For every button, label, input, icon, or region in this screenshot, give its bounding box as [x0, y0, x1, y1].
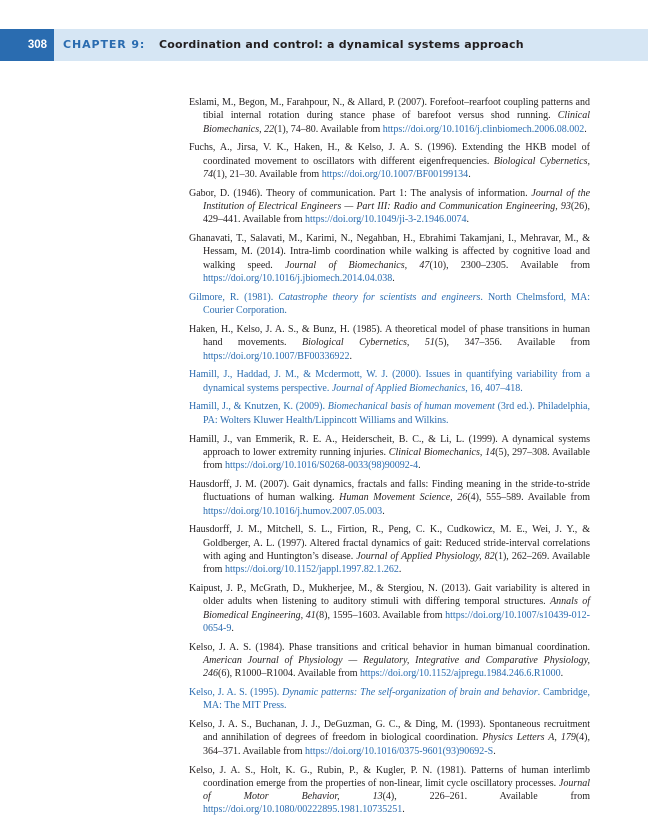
reference-details: (5), 347–356. Available from	[434, 337, 590, 349]
reference-authors: Hamill, J., Haddad, J. M., & Mcdermott, W. J. (2000). Issues in quantifying variability from a dynamical systems perspective.	[189, 369, 590, 394]
doi-link[interactable]: https://doi.org/10.1016/j.jbiomech.2014.04.038	[203, 273, 393, 285]
reference-item	[189, 368, 590, 395]
reference-journal: Clinical Biomechanics, 22	[203, 110, 590, 135]
reference-tail: .	[584, 123, 587, 135]
reference-item	[189, 718, 590, 758]
reference-item	[189, 764, 590, 817]
reference-tail: .	[392, 273, 395, 285]
doi-link[interactable]: https://doi.org/10.1016/S0268-0033(98)90092-4	[224, 460, 419, 472]
doi-link[interactable]: https://doi.org/10.1007/BF00336922	[203, 350, 350, 362]
reference-tail: .	[560, 668, 564, 680]
doi-link[interactable]: https://doi.org/10.1152/ajpregu.1984.246.6.R1000	[360, 668, 561, 680]
reference-journal: Journal of Applied Biomechanics	[331, 382, 466, 394]
reference-tail: .	[418, 460, 421, 472]
reference-journal: American Journal of Physiology — Regulatory, Integrative and Comparative Physiology, 246	[203, 654, 590, 680]
reference-journal: Journal of Biomechanics, 47	[285, 259, 430, 271]
reference-details: (6), R1000–R1004. Available from	[218, 668, 361, 680]
reference-authors: Ghanavati, T., Salavati, M., Karimi, N., Negahban, H., Ebrahimi Takamjani, I., Mehravar, M., & Hessam, M. (2014). Intra-limb coordination while walking is affected by cognitive load and walking speed.	[189, 233, 590, 271]
reference-details: (1), 21–30. Available from	[213, 168, 322, 180]
page-number: 308	[0, 29, 54, 61]
reference-authors: Kaipust, J. P., McGrath, D., Mukherjee, M., & Stergiou, N. (2013). Gait variability is altered in older adults when listening to auditory stimuli with differing temporal structures.	[189, 583, 590, 608]
doi-link[interactable]: https://doi.org/10.1016/j.humov.2007.05.003	[203, 505, 383, 517]
reference-item	[189, 523, 590, 576]
reference-item	[189, 291, 590, 318]
reference-journal: Journal of Applied Physiology, 82	[356, 550, 495, 562]
reference-details: (1), 262–269. Available from	[203, 550, 590, 576]
reference-details: (4), 364–371. Available from	[203, 732, 590, 757]
reference-authors: Gilmore, R. (1981).	[189, 291, 279, 303]
reference-item	[189, 141, 590, 181]
reference-authors: Haken, H., Kelso, J. A. S., & Bunz, H. (1985). A theoretical model of phase transitions in human hand movements.	[189, 323, 590, 349]
reference-details: , 16, 407–418.	[465, 382, 523, 394]
doi-link[interactable]: https://doi.org/10.1049/ji-3-2.1946.0074	[305, 214, 467, 226]
reference-journal: Clinical Biomechanics, 14	[388, 446, 496, 458]
reference-tail: .	[398, 564, 402, 576]
reference-authors: Hausdorff, J. M., Mitchell, S. L., Firtion, R., Peng, C. K., Cudkowicz, M. E., Wei, J. Y., & Goldberger, A. L. (1997). Altered fractal dynamics of gait: Reduced stride-interval correlations with aging and Huntington’s disease.	[189, 524, 590, 562]
reference-journal: Biomechanical basis of human movement	[327, 401, 495, 413]
reference-tail: .	[382, 505, 385, 517]
reference-details: (26), 429–441. Available from	[203, 201, 590, 226]
reference-item	[189, 187, 590, 227]
reference-list	[189, 96, 590, 822]
doi-link[interactable]: https://doi.org/10.1007/s10439-012-0654-9	[203, 609, 590, 634]
reference-tail: .	[231, 622, 234, 634]
reference-authors: Kelso, J. A. S., Holt, K. G., Rubin, P., & Kugler, P. N. (1981). Patterns of human interlimb coordination emerge from the properties of non-linear, limit cycle oscillatory processes.	[189, 764, 590, 789]
reference-item	[189, 582, 590, 635]
chapter-label: CHAPTER 9:	[63, 38, 146, 51]
reference-details: (10), 2300–2305. Available from	[429, 259, 590, 271]
reference-authors: Hamill, J., & Knutzen, K. (2009).	[189, 401, 328, 413]
reference-journal: Biological Cybernetics, 74	[203, 155, 590, 180]
doi-link[interactable]: https://doi.org/10.1080/00222895.1981.10735251	[203, 804, 403, 816]
reference-details: . Cambridge, MA: The MIT Press.	[203, 687, 590, 712]
reference-item	[189, 400, 590, 427]
reference-journal: Catastrophe theory for scientists and engineers	[278, 291, 481, 303]
reference-item	[189, 96, 590, 136]
reference-tail: .	[466, 214, 470, 226]
reference-details: (8), 1595–1603. Available from	[315, 609, 446, 621]
reference-item	[189, 641, 590, 681]
reference-journal: Biological Cybernetics, 51	[302, 337, 435, 349]
reference-details: (3rd ed.). Philadelphia, PA: Wolters Kluwer Health/Lippincott Williams and Wilkins.	[203, 401, 590, 426]
doi-link[interactable]: https://doi.org/10.1016/j.clinbiomech.2006.08.002	[382, 123, 585, 135]
reference-tail: .	[493, 745, 496, 757]
reference-tail: .	[349, 350, 352, 362]
reference-authors: Kelso, J. A. S. (1995).	[189, 687, 283, 699]
reference-details: (4), 555–589. Available from	[467, 492, 591, 504]
reference-journal: Annals of Biomedical Engineering, 41	[203, 596, 590, 621]
reference-authors: Hamill, J., van Emmerik, R. E. A., Heiderscheit, B. C., & Li, L. (1999). A dynamical systems approach to lower extremity running injuries.	[189, 433, 590, 458]
reference-tail: .	[402, 804, 405, 816]
reference-journal: Journal of Motor Behavior, 13	[203, 777, 590, 803]
reference-authors: Eslami, M., Begon, M., Farahpour, N., & Allard, P. (2007). Forefoot–rearfoot coupling patterns and tibial internal rotation during stance phase of barefoot versus shod running.	[189, 97, 590, 122]
reference-item	[189, 686, 590, 713]
doi-link[interactable]: https://doi.org/10.1007/BF00199134	[321, 168, 469, 180]
reference-item	[189, 323, 590, 363]
reference-item	[189, 232, 590, 285]
reference-details: . North Chelmsford, MA: Courier Corporation.	[203, 291, 590, 317]
reference-journal: Dynamic patterns: The self-organization of brain and behavior	[282, 687, 538, 699]
reference-authors: Gabor, D. (1946). Theory of communication. Part 1: The analysis of information.	[189, 187, 532, 199]
doi-link[interactable]: https://doi.org/10.1016/0375-9601(93)90692-S	[305, 745, 494, 757]
reference-details: (4), 226–261. Available from	[382, 791, 590, 803]
reference-tail: .	[468, 168, 471, 180]
reference-item	[189, 478, 590, 518]
reference-authors: Fuchs, A., Jirsa, V. K., Haken, H., & Kelso, J. A. S. (1996). Extending the HKB model of coordinated movement to oscillators with different eigenfrequencies.	[189, 142, 590, 167]
reference-details: (1), 74–80. Available from	[274, 123, 383, 135]
reference-authors: Kelso, J. A. S. (1984). Phase transitions and critical behavior in human bimanual coordination.	[189, 641, 590, 653]
reference-details: (5), 297–308. Available from	[203, 446, 590, 472]
doi-link[interactable]: https://doi.org/10.1152/jappl.1997.82.1.262	[224, 564, 399, 576]
reference-authors: Hausdorff, J. M. (2007). Gait dynamics, fractals and falls: Finding meaning in the stride-to-stride fluctuations of human walking.	[189, 478, 590, 504]
reference-item	[189, 433, 590, 473]
reference-journal: Journal of the Institution of Electrical Engineers — Part III: Radio and Communication Engineering, 93	[203, 187, 591, 213]
reference-journal: Human Movement Science, 26	[339, 492, 468, 504]
reference-authors: Kelso, J. A. S., Buchanan, J. J., DeGuzman, G. C., & Ding, M. (1993). Spontaneous recruitment and annihilation of degrees of freedom in biological coordination.	[189, 719, 590, 744]
reference-journal: Physics Letters A, 179	[482, 732, 576, 744]
chapter-title: Coordination and control: a dynamical systems approach	[159, 38, 524, 51]
